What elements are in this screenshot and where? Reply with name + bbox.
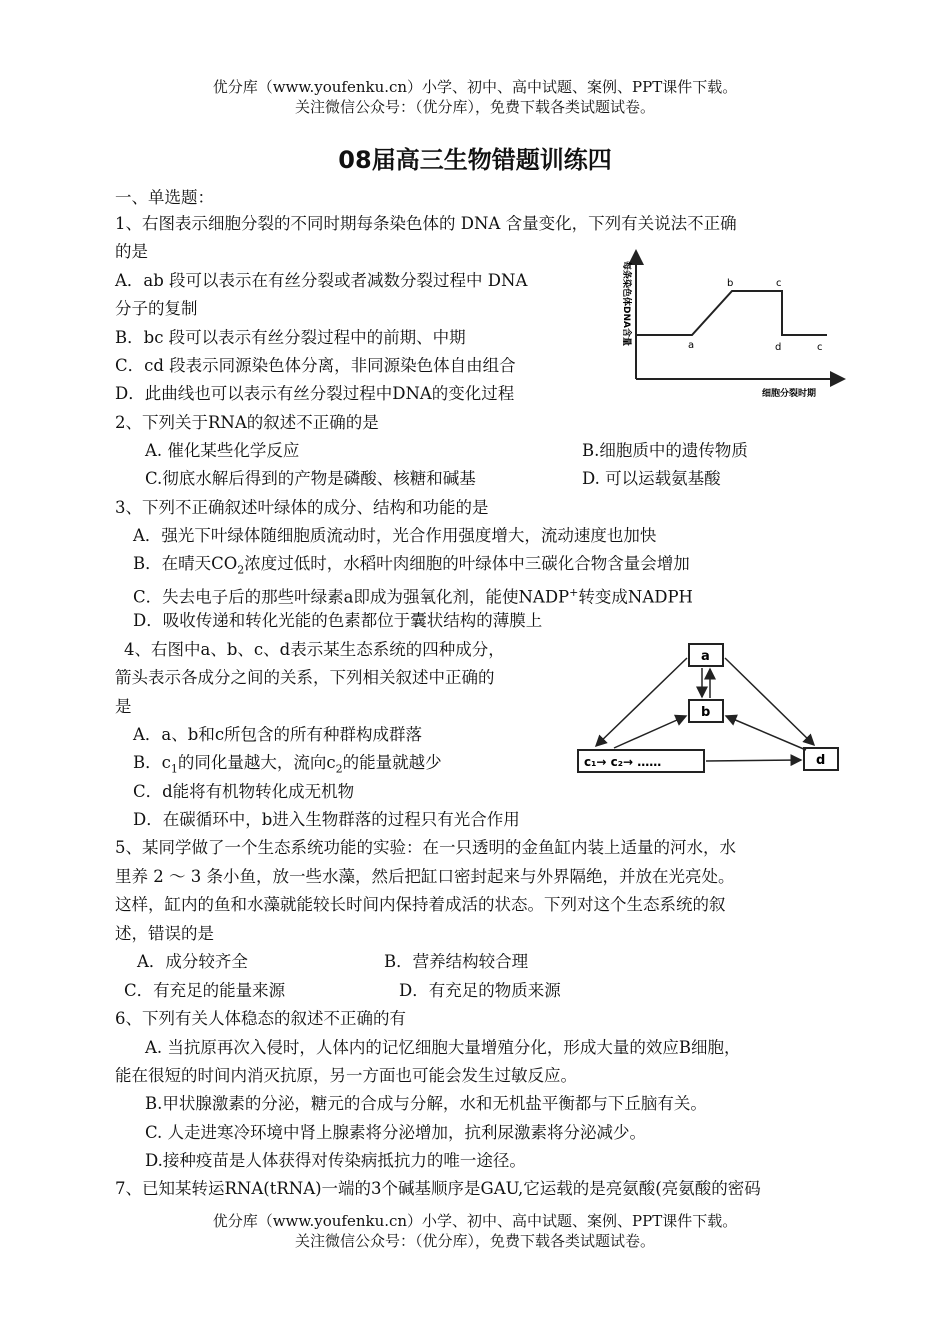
q6-option-b: B.甲状腺激素的分泌，糖元的合成与分解，水和无机盐平衡都与下丘脑有关。	[145, 1094, 707, 1113]
point-a-label: a	[688, 340, 695, 351]
q4-option-b-sub-2: 2	[335, 762, 343, 776]
q5-option-c: C．有充足的能量来源	[124, 981, 286, 1000]
box-b-label: b	[701, 705, 711, 720]
q1-option-a-line-1: A．ab 段可以表示在有丝分裂或者减数分裂过程中 DNA	[115, 271, 528, 290]
q5-option-b: B．营养结构较合理	[384, 952, 529, 971]
q2-option-a: A. 催化某些化学反应	[145, 441, 300, 460]
q4-option-b-text-2: 的同化量越大，流向c	[177, 753, 336, 772]
q3-option-c-text-1: C．失去电子后的那些叶绿素a即成为强氧化剂，能使NADP	[133, 587, 570, 607]
q4-stem-line-1: 4、右图中a、b、c、d表示某生态系统的四种成分，	[124, 640, 505, 659]
q6-option-d: D.接种疫苗是人体获得对传染病抵抗力的唯一途径。	[145, 1151, 526, 1170]
q4-option-b	[133, 752, 442, 780]
q3-option-d: D．吸收传递和转化光能的色素都位于囊状结构的薄膜上	[133, 611, 543, 630]
box-d-label: d	[816, 753, 826, 768]
q1-option-d: D．此曲线也可以表示有丝分裂过程中DNA的变化过程	[115, 384, 515, 403]
q2-stem: 2、下列关于RNA的叙述不正确的是	[115, 413, 379, 432]
q4-stem-line-3: 是	[115, 697, 132, 716]
dna-curve	[636, 291, 827, 335]
q3-option-c-text-2: 转变成NADPH	[578, 587, 693, 607]
ecosystem-diagram	[574, 640, 846, 776]
point-e-label: c	[817, 342, 823, 353]
q6-option-c: C. 人走进寒冷环境中肾上腺素将分泌增加，抗利尿激素将分泌减少。	[145, 1123, 647, 1142]
q3-option-c	[133, 582, 693, 609]
footer-line-2: 关注微信公众号：（优分库），免费下载各类试题试卷。	[294, 1232, 655, 1250]
q5-stem-line-3: 这样，缸内的鱼和水藻就能较长时间内保持着成活的状态。下列对这个生态系统的叙	[115, 895, 726, 914]
q3-option-c-superscript: +	[569, 586, 579, 599]
header-line-2: 关注微信公众号：（优分库），免费下载各类试题试卷。	[294, 98, 655, 116]
arrow-d-to-b	[726, 716, 806, 750]
q3-option-b-text-2: 浓度过低时，水稻叶肉细胞的叶绿体中三碳化合物含量会增加	[244, 554, 690, 573]
q4-stem-line-2: 箭头表示各成分之间的关系，下列相关叙述中正确的	[115, 668, 495, 687]
q1-stem-line-1: 1、右图表示细胞分裂的不同时期每条染色体的 DNA 含量变化，下列有关说法不正确	[115, 214, 737, 233]
q4-option-b-sub-1: 1	[170, 762, 178, 776]
q4-option-d: D．在碳循环中，b进入生物群落的过程只有光合作用	[133, 810, 520, 829]
q3-option-b-text-1: B．在晴天CO	[133, 554, 238, 573]
q4-option-b-text-1: B．c	[133, 753, 171, 772]
arrow-a-to-c	[596, 658, 687, 746]
q4-option-b-text-3: 的能量就越少	[342, 753, 442, 772]
point-d-label: d	[775, 342, 782, 353]
q5-stem-line-2: 里养 2 ～ 3 条小鱼，放一些水藻，然后把缸口密封起来与外界隔绝，并放在光亮处。	[115, 867, 735, 886]
q1-option-a-line-2: 分子的复制	[115, 299, 198, 318]
q1-stem-line-2: 的是	[115, 242, 148, 261]
q3-stem: 3、下列不正确叙述叶绿体的成分、结构和功能的是	[115, 498, 489, 517]
q7-stem: 7、已知某转运RNA(tRNA)一端的3个碱基顺序是GAU,它运载的是亮氨酸(亮氨酸的密码	[115, 1179, 761, 1198]
q5-option-d: D．有充足的物质来源	[399, 981, 561, 1000]
q1-option-b: B．bc 段可以表示有丝分裂过程中的前期、中期	[115, 328, 466, 347]
page-title: 08届高三生物错题训练四	[338, 146, 612, 174]
q2-option-d: D. 可以运载氨基酸	[582, 469, 721, 488]
q6-option-a-line-2: 能在很短的时间内消灭抗原，另一方面也可能会发生过敏反应。	[115, 1066, 577, 1085]
box-a-label: a	[701, 649, 710, 664]
q3-option-b	[133, 553, 690, 581]
q6-option-a-line-1: A. 当抗原再次入侵时，人体内的记忆细胞大量增殖分化，形成大量的效应B细胞，	[145, 1038, 741, 1057]
q1-option-c: C．cd 段表示同源染色体分离，非同源染色体自由组合	[115, 356, 516, 375]
q2-option-c: C.彻底水解后得到的产物是磷酸、核糖和碱基	[145, 469, 476, 488]
y-axis-label: 每条染色体DNA含量	[621, 261, 631, 346]
q6-stem: 6、下列有关人体稳态的叙述不正确的有	[115, 1009, 406, 1028]
q2-option-b: B.细胞质中的遗传物质	[582, 441, 748, 460]
arrow-a-to-d	[725, 658, 814, 745]
q5-stem-line-4: 述，错误的是	[115, 924, 214, 943]
q5-stem-line-1: 5、某同学做了一个生态系统功能的实验：在一只透明的金鱼缸内装上适量的河水，水	[115, 838, 736, 857]
box-c-label: c₁→ c₂→ ……	[584, 755, 662, 769]
arrow-c-to-b	[614, 716, 686, 748]
arrow-c-to-d	[706, 760, 801, 761]
q4-option-a: A．a、b和c所包含的所有种群构成群落	[133, 725, 423, 744]
q3-option-b-subscript: 2	[237, 563, 245, 577]
header-line-1: 优分库（www.youfenku.cn）小学、初中、高中试题、案例、PPT课件下载。	[212, 78, 738, 96]
x-axis-label: 细胞分裂时期	[762, 389, 817, 399]
q3-option-a: A．强光下叶绿体随细胞质流动时，光合作用强度增大，流动速度也加快	[133, 526, 657, 545]
point-c-label: c	[776, 278, 782, 289]
q4-option-c: C．d能将有机物转化成无机物	[133, 782, 355, 801]
point-b-label: b	[727, 278, 734, 289]
section-heading: 一、单选题：	[115, 188, 214, 207]
footer-line-1: 优分库（www.youfenku.cn）小学、初中、高中试题、案例、PPT课件下载。	[212, 1212, 738, 1230]
dna-content-graph	[612, 245, 852, 403]
q5-option-a: A．成分较齐全	[137, 952, 248, 971]
